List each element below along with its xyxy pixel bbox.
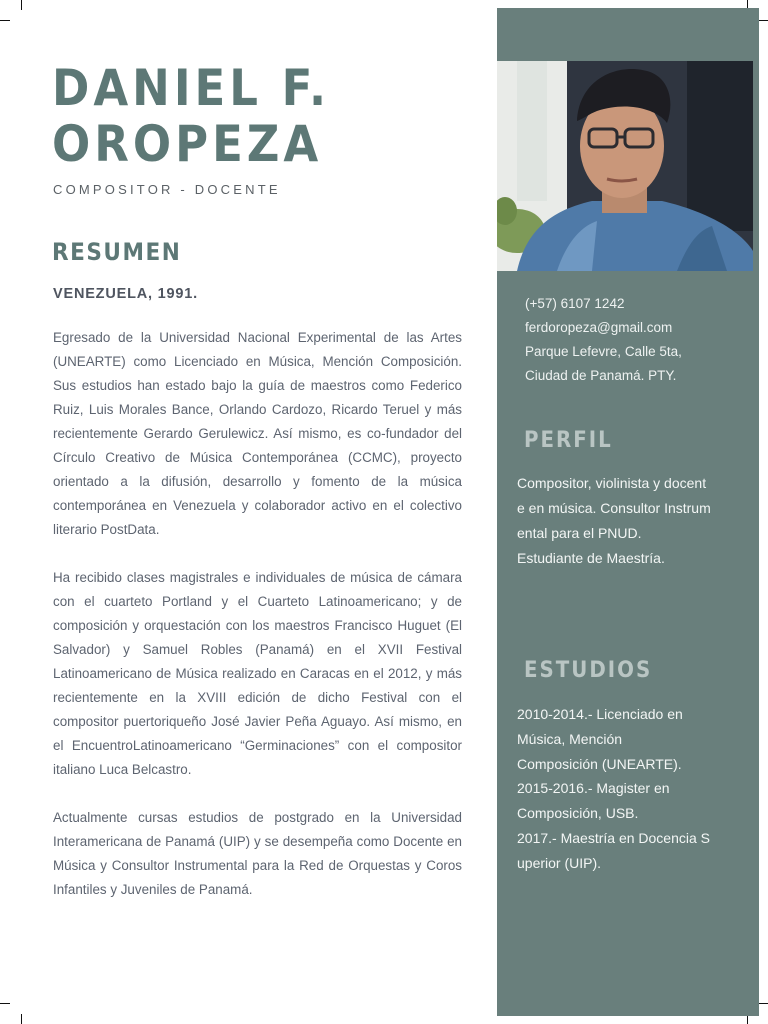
perfil-line: Estudiante de Maestría.	[517, 550, 665, 566]
summary-body	[53, 326, 462, 926]
sidebar	[497, 8, 759, 1016]
estudios-body	[517, 702, 735, 876]
crop-mark	[21, 1014, 22, 1024]
contact-info	[525, 292, 755, 388]
crop-mark	[0, 1003, 10, 1004]
estudios-heading: ESTUDIOS	[524, 658, 653, 683]
estudios-line: Composición (UNEARTE).	[517, 755, 682, 772]
name-line-1: DANIEL F.	[52, 59, 331, 117]
summary-paragraph-1: Egresado de la Universidad Nacional Experimental de las Artes (UNEARTE) como Licenciado en Música, Mención Composición. Sus estudios han estado bajo la guía de maestros como Federico Ruiz, Luis Morales Bance, Orlando Cardozo, Ricardo Teruel y más recientemente Gerardo Gerulewicz. Así mismo, es co-fundador del Círculo Creativo de Música Contemporánea (CCMC), proyecto orientado a la difusión, desarrollo y fomento de la música contemporánea en Venezuela y colaborador activo en el colectivo literario PostData.	[53, 330, 462, 537]
perfil-body	[517, 471, 735, 571]
summary-paragraph-2: Ha recibido clases magistrales e individuales de música de cámara con el cuarteto Portland y el Cuarteto Latinoamericano; y de composición y orquestación con los maestros Francisco Huguet (El Salvador) y Samuel Robles (Panamá) en el XVII Festival Latinoamericano de Música realizado en Caracas en el 2012, y más recientemente en la XVIII edición de dicho Festival con el compositor puertoriqueño José Javier Peña Aguayo. Así mismo, en el EncuentroLatinoamericano “Germinaciones” con el compositor italiano Luca Belcastro.	[53, 570, 462, 777]
candidate-name	[52, 60, 482, 172]
contact-address-line-2: Ciudad de Panamá. PTY.	[525, 368, 677, 383]
estudios-line: 2017.- Maestría en Docencia S	[517, 829, 710, 846]
perfil-heading: PERFIL	[524, 428, 613, 453]
perfil-line: ental para el PNUD.	[517, 525, 642, 541]
perfil-line: e en música. Consultor Instrum	[517, 500, 711, 516]
contact-phone[interactable]: (+57) 6107 1242	[525, 296, 625, 311]
profile-photo	[497, 61, 753, 271]
crop-mark	[758, 1003, 768, 1004]
origin-line: VENEZUELA, 1991.	[53, 286, 198, 302]
estudios-line: 2015-2016.- Magister en	[517, 780, 670, 797]
summary-paragraph-3: Actualmente cursas estudios de postgrado en la Universidad Interamericana de Panamá (UIP) y se desempeña como Docente en Música y Consultor Instrumental para la Red de Orquestas y Coros Infantiles y Juveniles de Panamá.	[53, 810, 462, 897]
crop-mark	[0, 20, 10, 21]
name-line-2: OROPEZA	[52, 115, 323, 173]
crop-mark	[21, 0, 22, 10]
crop-mark	[758, 20, 768, 21]
contact-address-line-1: Parque Lefevre, Calle 5ta,	[525, 344, 682, 359]
perfil-line: Compositor, violinista y docent	[517, 475, 707, 491]
estudios-line: Música, Mención	[517, 730, 623, 747]
estudios-line: Composición, USB.	[517, 805, 639, 822]
estudios-line: uperior (UIP).	[517, 854, 602, 871]
job-subtitle: COMPOSITOR - DOCENTE	[53, 182, 281, 197]
estudios-line: 2010-2014.- Licenciado en	[517, 706, 683, 722]
summary-heading: RESUMEN	[52, 238, 182, 266]
contact-email[interactable]: ferdoropeza@gmail.com	[525, 320, 673, 335]
portrait-image	[497, 61, 753, 271]
